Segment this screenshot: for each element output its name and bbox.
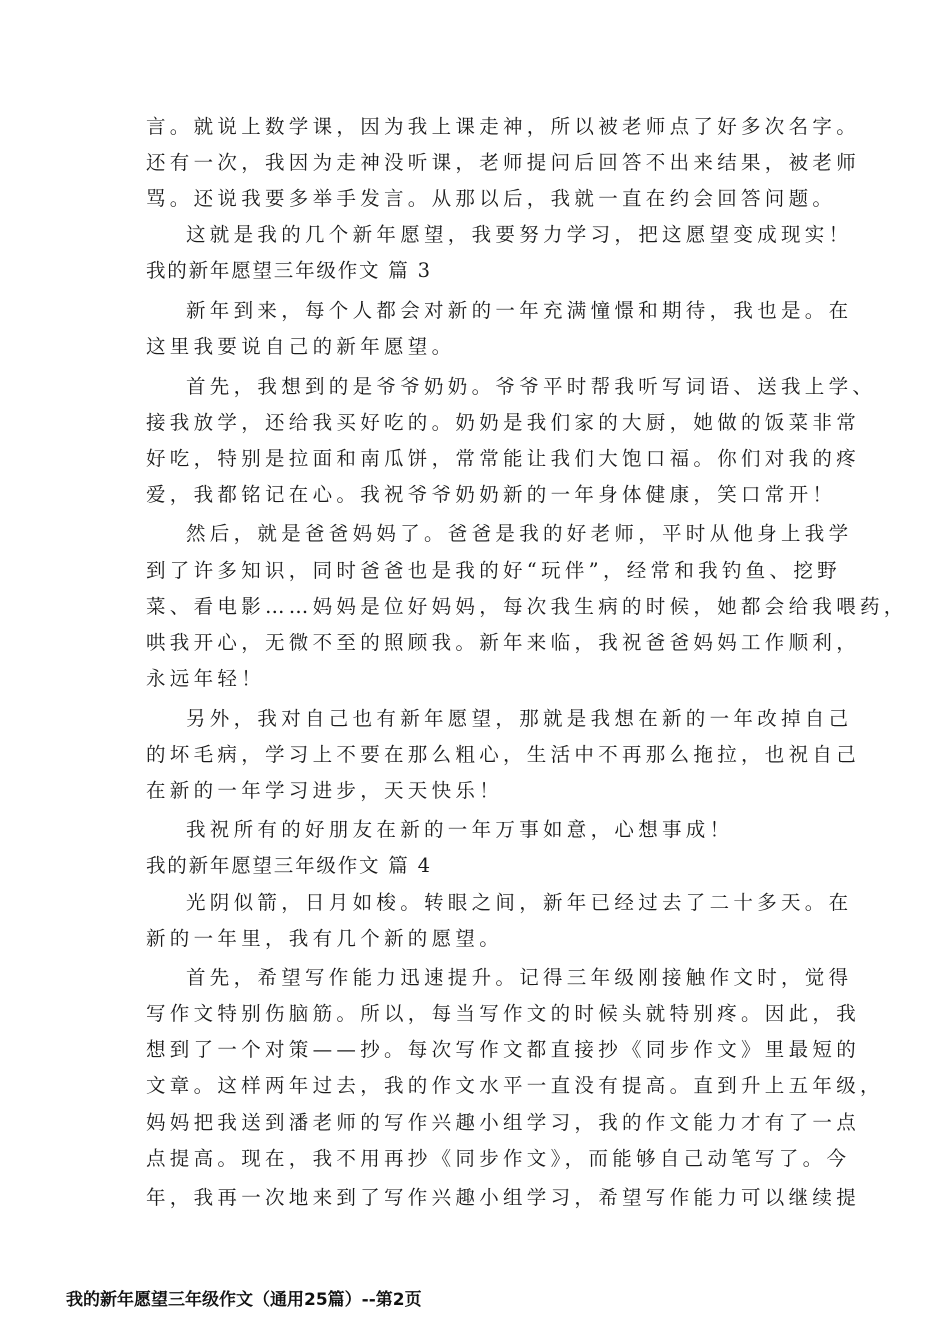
section-heading: 我的新年愿望三年级作文 篇 3 [146,259,432,282]
text-line: 的坏毛病，学习上不要在那么粗心，生活中不再那么拖拉，也祝自己 [146,743,861,766]
text-line: 首先，希望写作能力迅速提升。记得三年级刚接触作文时，觉得 [186,966,853,989]
text-line: 我祝所有的好朋友在新的一年万事如意，心想事成！ [186,818,734,841]
text-line: 爱，我都铭记在心。我祝爷爷奶奶新的一年身体健康，笑口常开！ [146,483,837,506]
text-line: 言。就说上数学课，因为我上课走神，所以被老师点了好多次名字。 [146,115,861,138]
text-line: 这就是我的几个新年愿望，我要努力学习，把这愿望变成现实！ [186,223,853,246]
text-line: 在新的一年学习进步，天天快乐！ [146,779,504,802]
text-line: 年，我再一次地来到了写作兴趣小组学习，希望写作能力可以继续提 [146,1186,861,1209]
text-line: 骂。还说我要多举手发言。从那以后，我就一直在约会回答问题。 [146,187,837,210]
text-line: 哄我开心，无微不至的照顾我。新年来临，我祝爸爸妈妈工作顺利， [146,631,861,654]
text-line: 菜、看电影……妈妈是位好妈妈，每次我生病的时候，她都会给我喂药， [146,595,908,618]
text-line: 好吃，特别是拉面和南瓜饼，常常能让我们大饱口福。你们对我的疼 [146,447,861,470]
text-line: 写作文特别伤脑筋。所以，每当写作文的时候头就特别疼。因此，我 [146,1002,861,1025]
text-line: 妈妈把我送到潘老师的写作兴趣小组学习，我的作文能力才有了一点 [146,1111,861,1134]
text-line: 文章。这样两年过去，我的作文水平一直没有提高。直到升上五年级， [146,1074,884,1097]
page-footer: 我的新年愿望三年级作文（通用25篇）--第2页 [66,1290,422,1310]
text-line: 新年到来，每个人都会对新的一年充满憧憬和期待，我也是。在 [186,299,853,322]
text-line: 想到了一个对策——抄。每次写作文都直接抄《同步作文》里最短的 [146,1038,861,1061]
text-line: 新的一年里，我有几个新的愿望。 [146,927,504,950]
text-line: 光阴似箭，日月如梭。转眼之间，新年已经过去了二十多天。在 [186,891,853,914]
text-line: 首先，我想到的是爷爷奶奶。爷爷平时帮我听写词语、送我上学、 [186,375,877,398]
section-heading: 我的新年愿望三年级作文 篇 4 [146,854,432,877]
text-line: 点提高。现在，我不用再抄《同步作文》，而能够自己动笔写了。今 [146,1147,851,1170]
text-line: 另外，我对自己也有新年愿望，那就是我想在新的一年改掉自己 [186,707,853,730]
text-line: 然后，就是爸爸妈妈了。爸爸是我的好老师，平时从他身上我学 [186,522,853,545]
text-line: 这里我要说自己的新年愿望。 [146,335,456,358]
text-line: 永远年轻！ [146,667,266,690]
text-line: 到了许多知识，同时爸爸也是我的好“玩伴”，经常和我钓鱼、挖野 [146,559,841,582]
text-line: 接我放学，还给我买好吃的。奶奶是我们家的大厨，她做的饭菜非常 [146,411,861,434]
text-line: 还有一次，我因为走神没听课，老师提问后回答不出来结果，被老师 [146,151,861,174]
